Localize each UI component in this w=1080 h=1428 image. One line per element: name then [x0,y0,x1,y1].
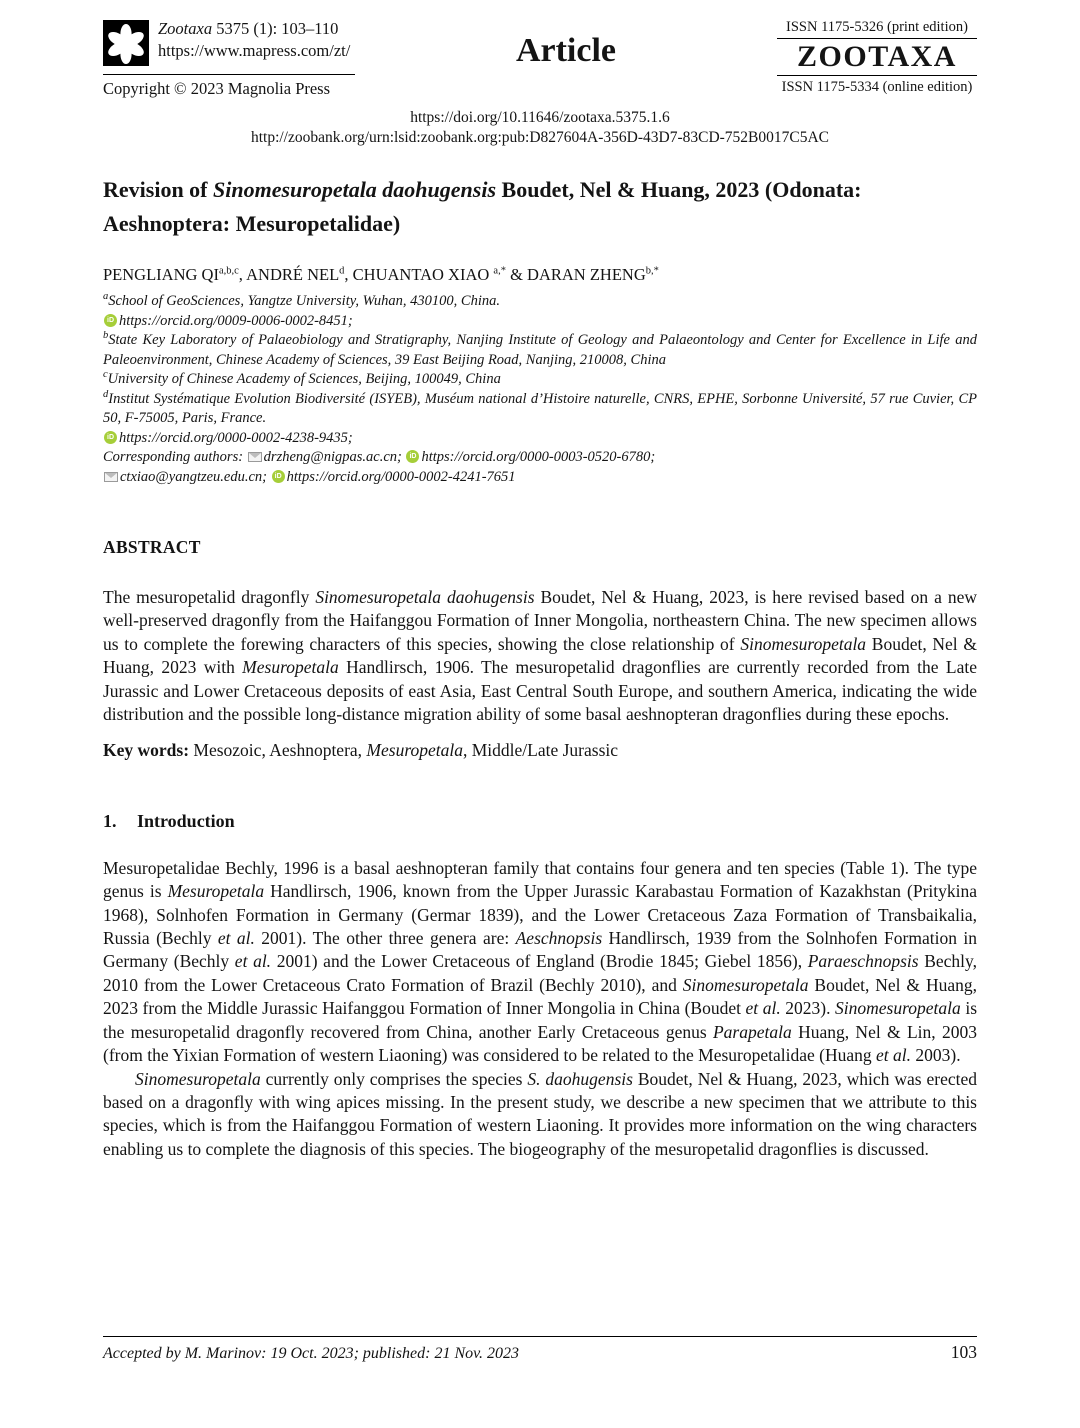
footer-rule [103,1336,977,1337]
issn-block [777,18,977,97]
accepted-published-line: Accepted by M. Marinov: 19 Oct. 2023; published: 21 Nov. 2023 [103,1345,520,1362]
email-link[interactable]: ctxiao@yangtzeu.edu.cn; [120,468,271,485]
journal-info-top [103,18,355,75]
affiliation-line: $^b$State Key Laboratory of Palaeobiology and Stratigraphy, Nanjing Institute of Geology and Palaeontology and Center for Excellence in Life and Paleoenvironment, Chinese Academy of Sciences, 39 East Beijing Road, Nanjing, 210008, China [103,330,977,368]
page-number: 103 [950,1342,977,1362]
email-icon [248,452,262,462]
orcid-link[interactable]: https://orcid.org/0000-0002-4238-9435; [119,429,353,446]
orcid-icon [104,431,117,444]
intro-paragraph-2: Sinomesuropetala currently only comprises the species S. daohugensis Boudet, Nel & Huang, 2023, which was erected based on a dragonfly with wing apices missing. In the present study, we describe a new specimen that we attribute to this species, which is from the Haifanggou Formation of western Liaoning. It provides more information on the wing characters enabling us to complete the diagnosis of this species. The biogeography of the mesuropetalid dragonflies is discussed. [103,1068,977,1159]
journal-issue-block [158,18,350,61]
copyright-line: Copyright © 2023 Magnolia Press [103,79,331,98]
orcid-icon [406,450,419,463]
authors-line: PENGLIANG QI$^{a,b,c}$, ANDRÉ NEL$^d$, CHUANTAO XIAO $^{a,*}$ & DARAN $ZHENG^{b,*}$ [103,265,659,284]
orcid-link[interactable]: https://orcid.org/0000-0002-4241-7651 [286,468,516,485]
affiliation-line [103,312,977,332]
email-link[interactable]: drzheng@nigpas.ac.cn; [263,449,406,465]
issn-print-line: ISSN 1175-5326 (print edition) [786,19,968,35]
journal-name: ZOOTAXA [777,38,977,76]
doi-line [103,108,977,127]
orcid-icon [272,470,285,483]
keywords-line: Key words: Mesozoic, Aeshnoptera, Mesuropetala, Middle/Late Jurassic [103,740,619,761]
affiliation-line: $^a$School of GeoSciences, Yangtze University, Wuhan, 430100, China. [103,291,500,309]
journal-info-block [103,18,355,99]
abstract-paragraph: The mesuropetalid dragonfly Sinomesuropetala daohugensis Boudet, Nel & Huang, 2023, is here revised based on a new well-preserved dragonfly from the Haifanggou Formation of Inner Mongolia, northeastern China. The new specimen allows us to complete the forewing characters of this species, showing the close relationship of Sinomesuropetala Boudet, Nel & Huang, 2023 with Mesuropetala Handlirsch, 1906. The mesuropetalid dragonflies are currently recorded from the Late Jurassic and Lower Cretaceous deposits of east Asia, East Central South Europe, and southern America, indicating the wide distribution and the possible long-distance migration ability of some basal aeshnopteran dragonflies during these epochs. [103,587,977,725]
masthead [103,18,977,99]
affiliation-line: $^d$Institut Systématique Evolution Biodiversité (ISYEB), Muséum national d’Histoire naturelle, CNRS, EPHE, Sorbonne Université, 57 rue Cuvier, CP 50, F-75005, Paris, France. [103,388,977,426]
abstract-heading: ABSTRACT [103,537,201,557]
article-type-label: Article [515,32,617,69]
section-title: Introduction [137,810,235,831]
zootaxa-flower-logo-icon [103,20,149,71]
issn-online-line: ISSN 1175-5334 (online edition) [781,79,973,95]
affiliation-line: $^c$University of Chinese Academy of Sciences, Beijing, 100049, China [103,369,501,387]
journal-issue-line: Zootaxa 5375 (1): 103–110 [158,19,339,38]
affiliation-line [103,429,977,449]
footer-row [103,1342,977,1363]
affiliation-line [103,468,977,488]
orcid-link[interactable]: https://orcid.org/0009-0006-0002-8451; [119,312,353,329]
intro-paragraph-1: Mesuropetalidae Bechly, 1996 is a basal aeshnopteran family that contains four genera and ten species (Table 1). The type genus is Mesuropetala Handlirsch, 1906, known from the Upper Jurassic Karabastau Formation of Kazakhstan (Pritykina 1968), Solnhofen Formation in Germany (Germar 1839), and the Lower Cretaceous Zaza Formation of Transbaikalia, Russia (Bechly et al. 2001). The other three genera are: Aeschnopsis Handlirsch, 1939 from the Solnhofen Formation in Germany (Bechly et al. 2001) and the Lower Cretaceous of England (Brodie 1845; Giebel 1856), Paraeschnopsis Bechly, 2010 from the Lower Cretaceous Crato Formation of Brazil (Bechly 2010), and Sinomesuropetala Boudet, Nel & Huang, 2023 from the Middle Jurassic Haifanggou Formation of Inner Mongolia in China (Boudet et al. 2023). Sinomesuropetala is the mesuropetalid dragonfly recovered from China, another Early Cretaceous genus Parapetala Huang, Nel & Lin, 2003 (from the Yixian Formation of western Liaoning) was considered to be related to the Mesuropetalidae (Huang et al. 2003). [103,857,978,1066]
journal-url-link[interactable]: https://www.mapress.com/zt/ [158,41,351,60]
section-heading-introduction [103,811,977,832]
zoobank-line [103,128,977,147]
affiliation-line: Corresponding authors: drzheng@nigpas.ac.cn; iDhttps://orcid.org/0000-0003-0520-6780; [103,448,977,468]
zoobank-link[interactable]: http://zoobank.org/urn:lsid:zoobank.org:pub:D827604A-356D-43D7-83CD-752B0017C5AC [250,129,830,146]
email-icon [104,472,118,482]
orcid-link[interactable]: https://orcid.org/0000-0003-0520-6780; [421,449,656,465]
section-number: 1. [103,810,117,831]
page-footer [103,1336,977,1363]
orcid-icon [104,314,117,327]
doi-link[interactable]: https://doi.org/10.11646/zootaxa.5375.1.6 [410,109,670,126]
affiliations-block [103,292,977,487]
article-title: Revision of Sinomesuropetala daohugensis Boudet, Nel & Huang, 2023 (Odonata: Aeshnoptera: Mesuropetalidae) [103,177,862,236]
